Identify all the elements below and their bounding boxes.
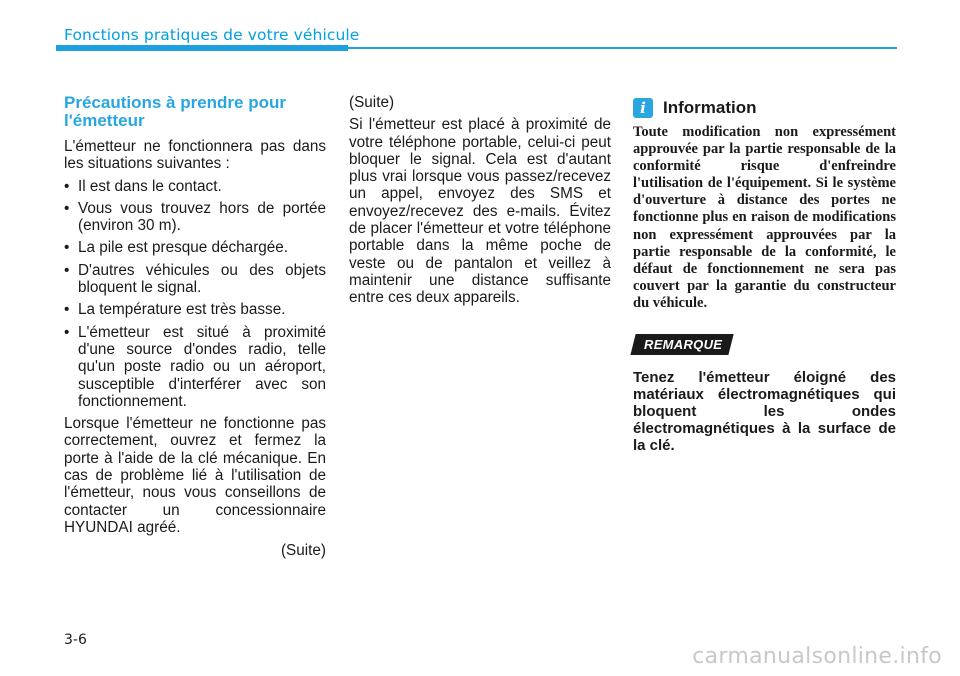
section-header-title: Fonctions pratiques de votre véhicule: [64, 26, 360, 44]
malfunction-paragraph: Lorsque l'émetteur ne fonctionne pas correctement, ouvrez et fermez la porte à l'aide de la clé mécanique. En cas de problème lié à l'utilisation de l'émetteur, nous vous conseillons de contacter un concessionnaire HYUNDAI agréé.: [64, 415, 326, 536]
middle-column: [349, 94, 611, 312]
list-item: • Il est dans le contact.: [64, 178, 326, 195]
precautions-heading: Précautions à prendre pour l'émetteur: [64, 93, 286, 130]
phone-interference-paragraph: Si l'émetteur est placé à proximité de votre téléphone portable, celui-ci peut bloquer le signal. Cela est d'autant plus vrai lorsque vous passez/recevez un appel, envoyez des SMS et envoyez/recevez des e-mails. Évitez de placer l'émetteur et votre téléphone portable dans la même poche de veste ou de pantalon et veillez à maintenir une distance suffisante entre ces deux appareils.: [349, 116, 611, 307]
list-item: • La température est très basse.: [64, 301, 326, 318]
note-badge-label: REMARQUE: [644, 337, 723, 353]
continued-label: (Suite): [280, 542, 326, 560]
note-badge-container: [633, 334, 896, 355]
situations-list: [64, 178, 326, 411]
list-item: • D'autres véhicules ou des objets bloquent le signal.: [64, 262, 326, 297]
information-title: Information: [663, 98, 757, 118]
intro-text: L'émetteur ne fonctionnera pas dans les situations suivantes :: [64, 138, 326, 173]
info-icon: i: [633, 98, 653, 118]
header-accent-bar: [56, 45, 348, 51]
note-text: Tenez l'émetteur éloigné des matériaux électromagnétiques qui bloquent les ondes électromagnétiques à la surface de la clé.: [633, 369, 896, 455]
header-rule: [348, 47, 897, 49]
list-item: • La pile est presque déchargée.: [64, 239, 326, 256]
information-text: Toute modification non expressément approuvée par la partie responsable de la conformité risque d'enfreindre l'utilisation de l'équipement. Si le système d'ouverture à distance des portes ne fonctionne plus en raison de modifications non expressément approuvées par la partie responsable de la conformité, le défaut de fonctionnement ne sera pas couvert par la garantie du constructeur du véhicule.: [633, 124, 896, 311]
left-column: [64, 94, 326, 565]
note-badge: [630, 334, 734, 355]
page-number: 3-6: [64, 632, 87, 648]
list-item: • Vous vous trouvez hors de portée (environ 30 m).: [64, 200, 326, 235]
watermark: carmanualsonline.info: [692, 644, 942, 669]
right-column: [633, 98, 896, 454]
information-heading: [633, 98, 896, 118]
continued-label: (Suite): [349, 94, 395, 111]
list-item: • L'émetteur est situé à proximité d'une source d'ondes radio, telle qu'un poste radio ou un aéroport, susceptible d'interférer avec son fonctionnement.: [64, 324, 326, 410]
